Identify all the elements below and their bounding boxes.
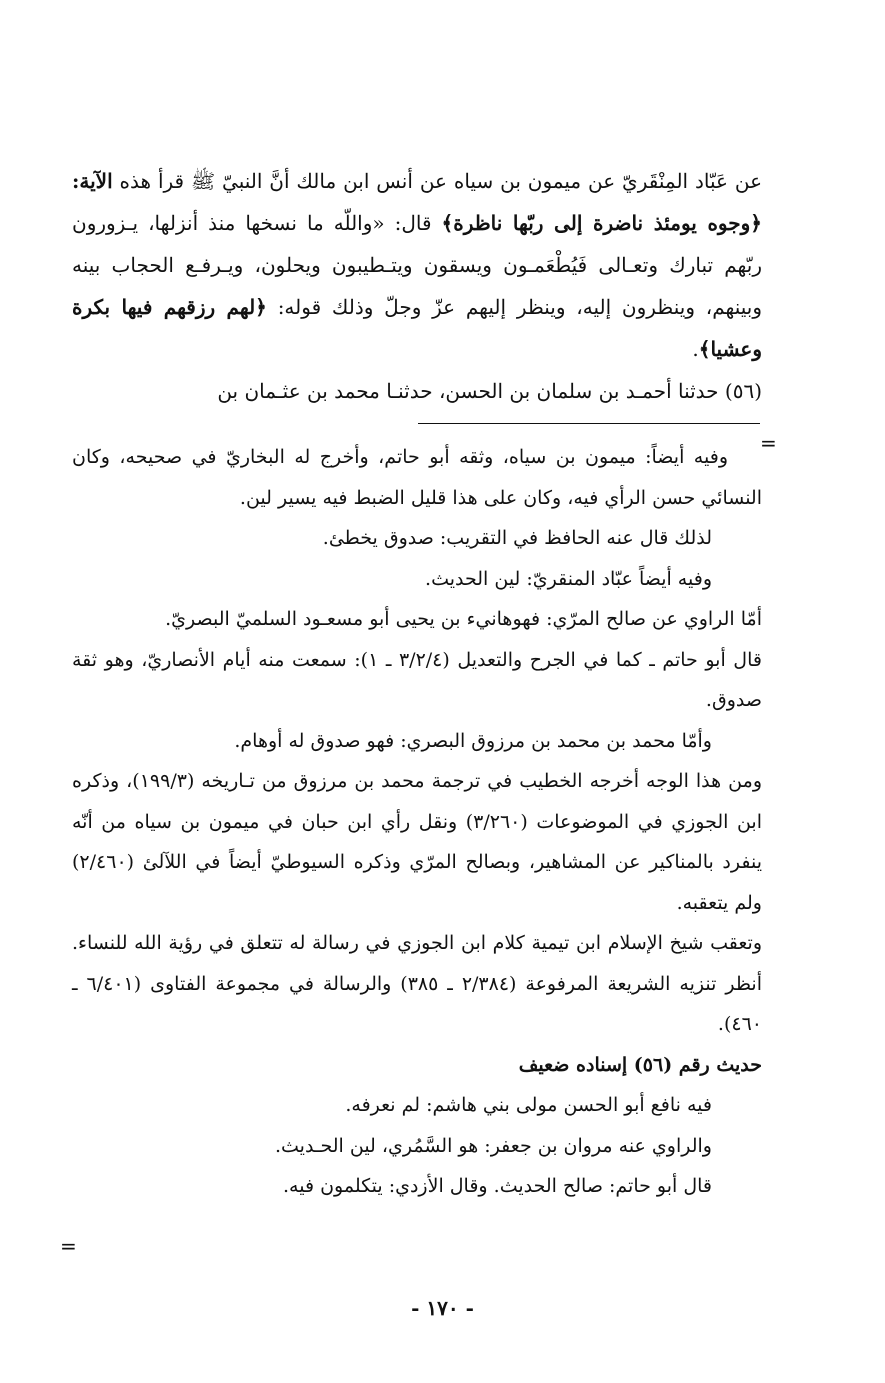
footnote-paragraph: أمّا الراوي عن صالح المرّي: فهوهانيء بن يحيى أبو مسعـود السلميّ البصريّ. [165, 608, 762, 630]
main-text-part: عن عَبّاد المِنْقَريّ عن ميمون بن سياه عن أنس ابن مالك أنَّ النبيّ ﷺ قرأ هذه [119, 169, 762, 193]
page-number: - ١٧٠ - [411, 1296, 474, 1320]
main-text-part: قال: «واللّه ما نسخها منذ أنزلها، يـزورون ربّهم تبارك وتعـالى فَيُطْعَمـون ويسقون ويتـطيبون ويحلون، ويـرفـع الحجاب بينه وبينهم، وينظرون إليه، وينظر إليهم عزّ وجلّ وذلك قوله: [72, 211, 763, 319]
footnote-paragraph: وفيه أيضاً عبّاد المنقريّ: لين الحديث. [425, 567, 712, 590]
footnote-continue-mark-bottom: = [60, 1234, 77, 1258]
footnote-paragraph: لذلك قال عنه الحافظ في التقريب: صدوق يخطئ. [322, 527, 712, 549]
hadith-56-line: (٥٦) حدثنا أحمـد بن سلمان بن الحسن، حدثنـا محمد بن عثـمان بن [217, 379, 762, 403]
main-text-end: . [692, 337, 699, 361]
footnote-paragraph: قال أبو حاتم: صالح الحديث. وقال الأزدي: يتكلمون فيه. [283, 1175, 712, 1197]
main-text-bold: الآية: [72, 169, 113, 193]
footnote-paragraph: وتعقب شيخ الإسلام ابن تيمية كلام ابن الجوزي في رسالة له تتعلق في رؤية الله للنساء. أنظر تنزيه الشريعة المرفوعة (٢/٣٨٤ ـ ٣٨٥) والرسالة في مجموعة الفتاوى (٦/٤٠١ ـ ٤٦٠). [72, 932, 762, 1035]
main-paragraph [72, 160, 762, 370]
footnote-paragraph: قال أبو حاتم ـ كما في الجرح والتعديل (٣/٢/٤ ـ ١): سمعت منه أيام الأنصاريّ، وهو ثقة صدوق. [72, 648, 762, 711]
quran-verse-2: ﴿لهم رزقهم فيها بكرة وعشيا﴾ [72, 295, 762, 361]
quran-verse-1: ﴿وجوه يومئذ ناضرة إلى ربّها ناظرة﴾ [441, 211, 762, 235]
footnote-paragraph: والراوي عنه مروان بن جعفر: هو السَّمُري، لين الحـديث. [274, 1134, 712, 1157]
footnote-paragraph: وأمّا محمد بن محمد بن مرزوق البصري: فهو صدوق له أوهام. [234, 729, 712, 752]
footnote-heading: حديث رقم (٥٦) إسناده ضعيف [518, 1053, 762, 1076]
footnotes [72, 437, 762, 1207]
main-text [72, 160, 762, 412]
footnote-continue-mark: = [760, 431, 777, 455]
footnote-paragraph: وفيه أيضاً: ميمون بن سياه، وثقه أبو حاتم، وأخرج له البخاريّ في صحيحه، وكان النسائي حسن الرأي فيه، وكان على هذا قليل الضبط فيه يسير لين. [72, 446, 762, 509]
footnote-paragraph: فيه نافع أبو الحسن مولى بني هاشم: لم نعرفه. [345, 1094, 712, 1116]
footnote-divider [418, 423, 760, 424]
footnote-paragraph: ومن هذا الوجه أخرجه الخطيب في ترجمة محمد بن مرزوق من تـاريخه (١٩٩/٣)، وذكره ابن الجوزي في الموضوعات (٣/٢٦٠) ونقل رأي ابن حبان في ميمون بن سياه من أنّه ينفرد بالمناكير عن المشاهير، وبصالح المرّي وذكره السيوطيّ أيضاً في اللآلئ (٢/٤٦٠) ولم يتعقبه. [72, 770, 763, 914]
